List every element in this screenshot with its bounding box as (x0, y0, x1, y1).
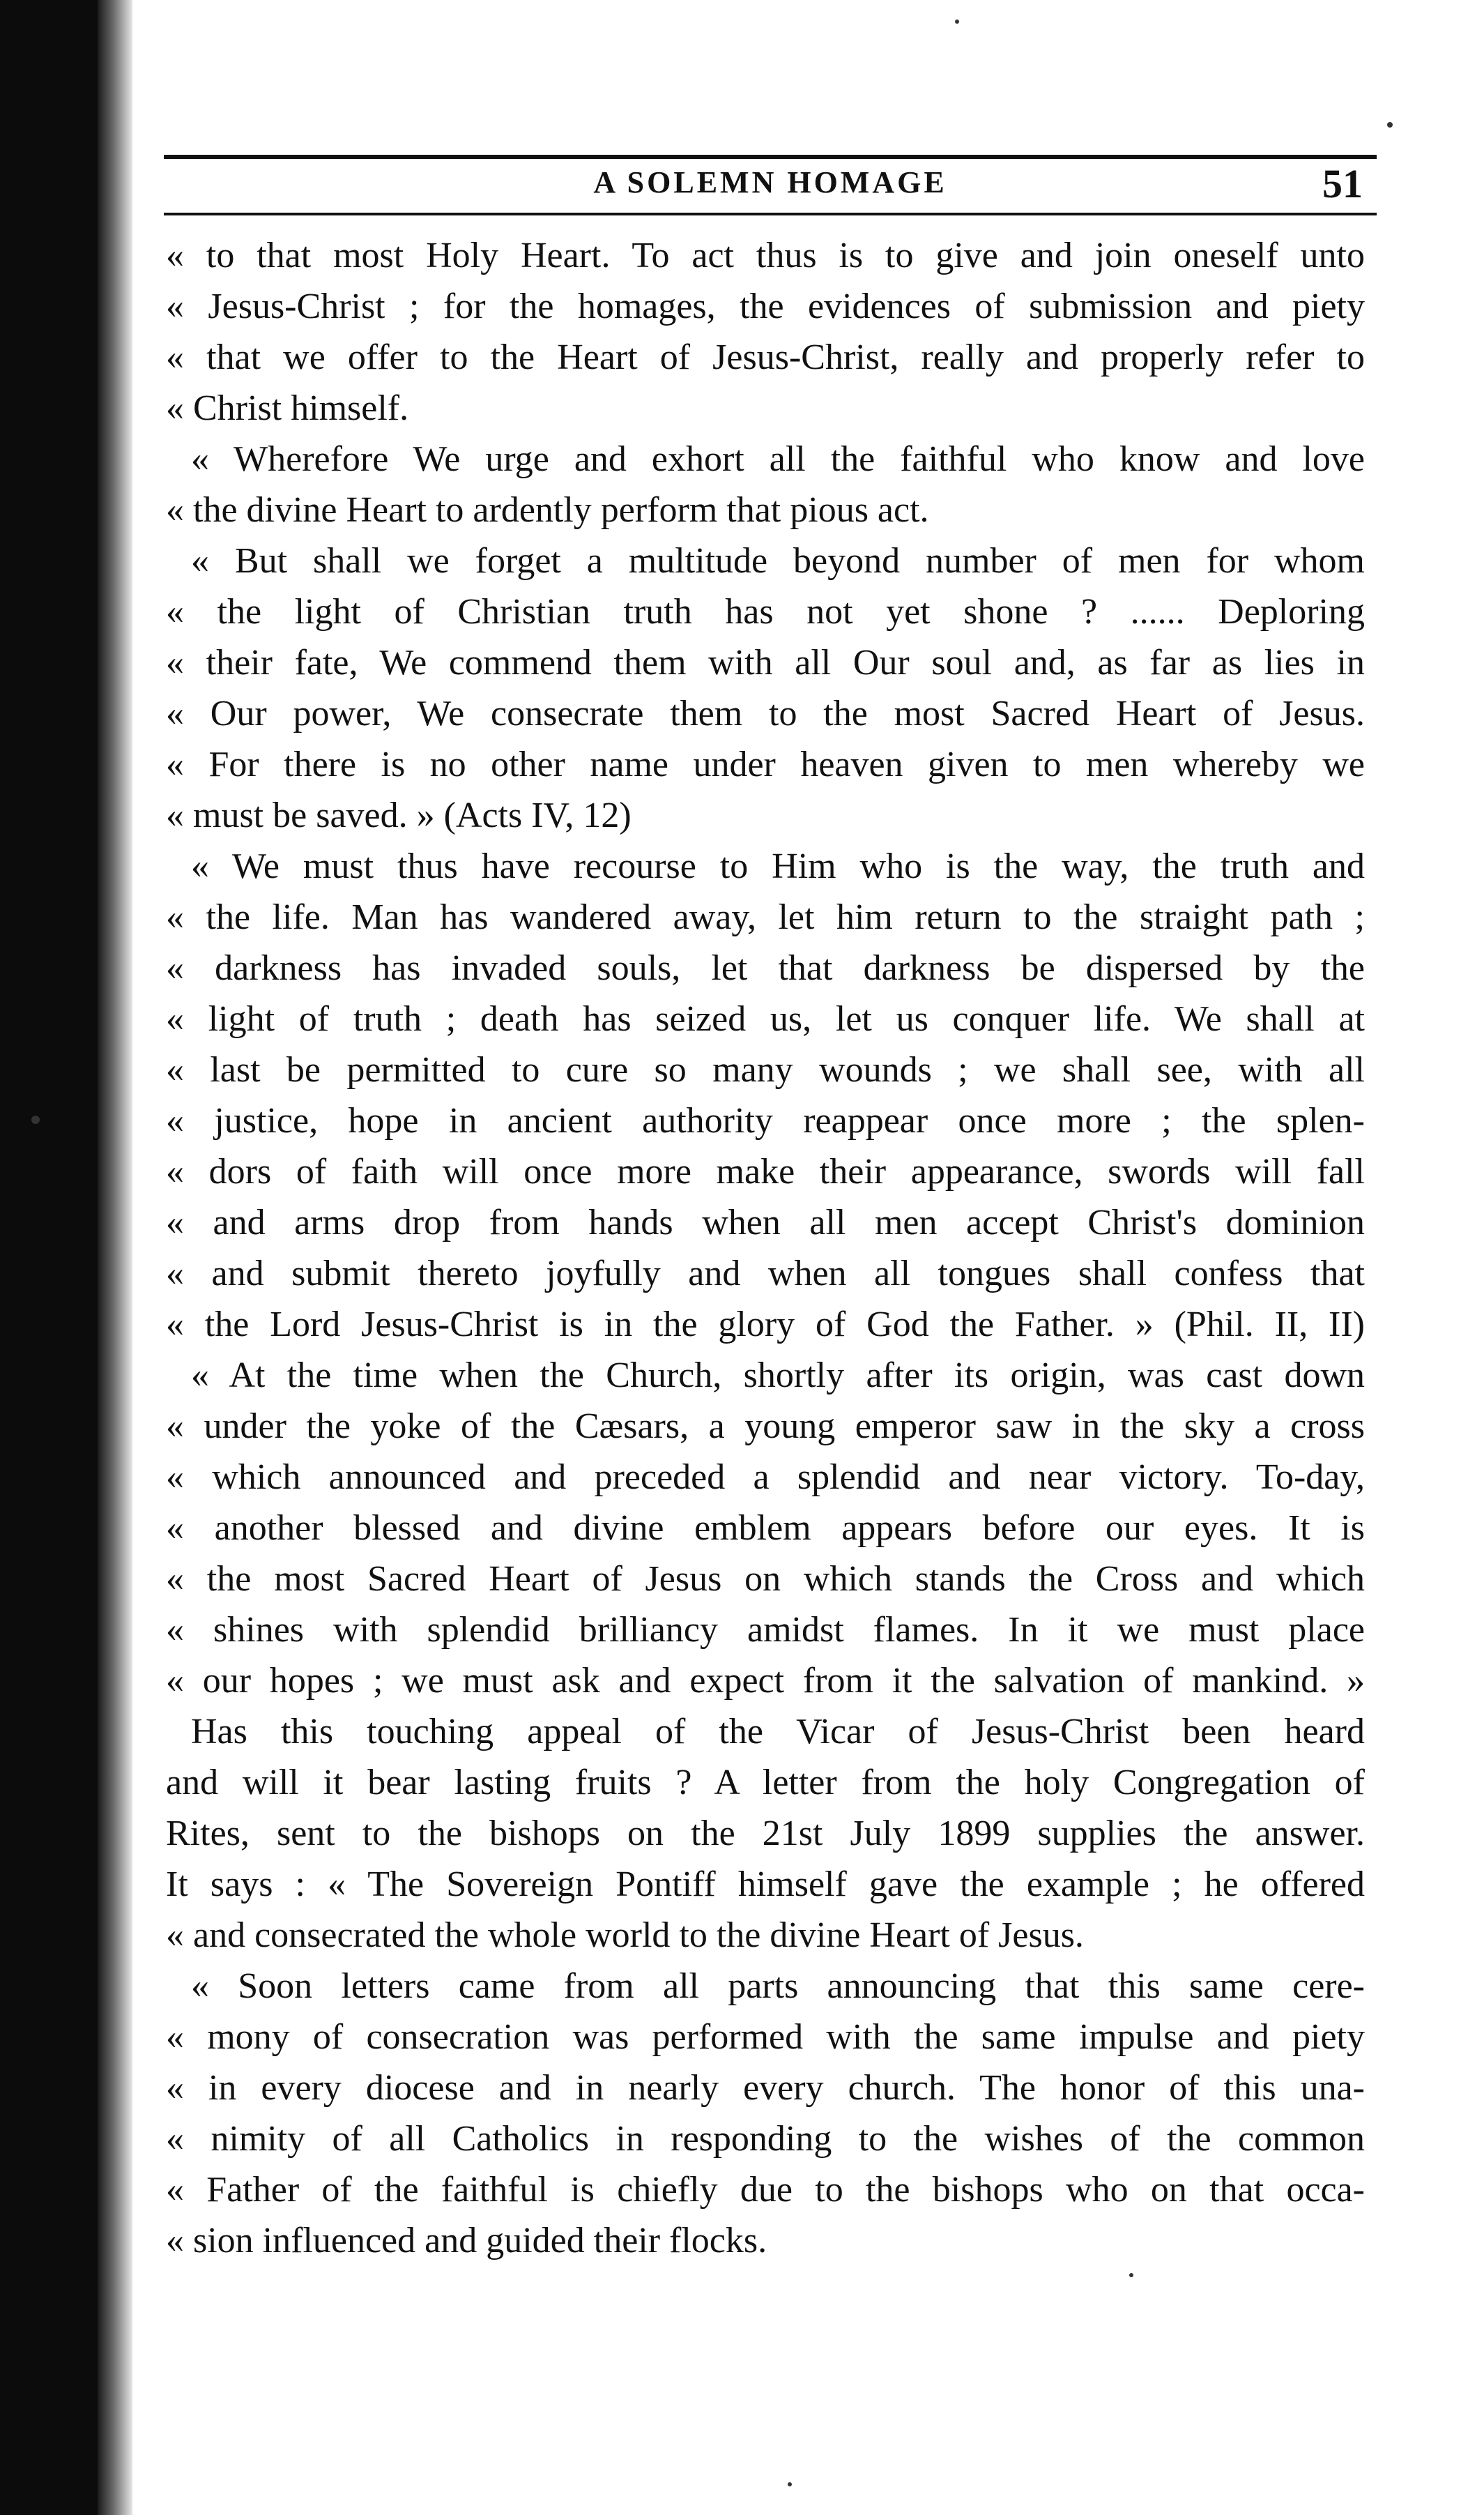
text-line: « their fate, We commend them with all Our soul and, as far as lies in (166, 643, 1365, 683)
text-line: « the divine Heart to ardently perform that pious act. (166, 490, 929, 530)
page-number: 51 (1322, 161, 1363, 206)
text-line: « another blessed and divine emblem appears before our eyes. It is (166, 1508, 1365, 1548)
running-title: A SOLEMN HOMAGE (593, 165, 947, 199)
text-line: « shines with splendid brilliancy amidst flames. In it we must place (166, 1610, 1365, 1650)
text-line: « the light of Christian truth has not yet shone ? ...... Deploring (166, 592, 1365, 632)
ink-speck (1387, 122, 1393, 128)
text-line: « sion influenced and guided their flocks. (166, 2221, 767, 2261)
ink-speck (31, 1116, 40, 1124)
text-line: « darkness has invaded souls, let that darkness be dispersed by the (166, 948, 1365, 988)
text-line: « the Lord Jesus-Christ is in the glory of God the Father. » (Phil. II, II) (166, 1305, 1365, 1344)
text-line: « mony of consecration was performed with the same impulse and piety (166, 2017, 1365, 2057)
page-text-body (166, 230, 1365, 2266)
text-line: It says : « The Sovereign Pontiff himself gave the example ; he offered (166, 1864, 1365, 1904)
text-line: « At the time when the Church, shortly after its origin, was cast down (191, 1355, 1365, 1395)
text-line: « the most Sacred Heart of Jesus on which stands the Cross and which (166, 1559, 1365, 1599)
text-line: « our hopes ; we must ask and expect from it the salvation of mankind. » (166, 1661, 1365, 1701)
text-line: « But shall we forget a multitude beyond number of men for whom (191, 541, 1365, 581)
text-line: « Christ himself. (166, 388, 409, 428)
text-line: « nimity of all Catholics in responding to the wishes of the common (166, 2119, 1365, 2159)
text-line: Rites, sent to the bishops on the 21st July 1899 supplies the answer. (166, 1814, 1365, 1853)
text-line: « Father of the faithful is chiefly due to the bishops who on that occa- (166, 2170, 1365, 2210)
ink-speck (788, 2482, 792, 2486)
text-line: « last be permitted to cure so many wounds ; we shall see, with all (166, 1050, 1365, 1090)
text-line: « must be saved. » (Acts IV, 12) (166, 796, 632, 835)
text-line: « light of truth ; death has seized us, let us conquer life. We shall at (166, 999, 1365, 1039)
page-gutter-shading (98, 0, 132, 2515)
text-line: « the life. Man has wandered away, let him return to the straight path ; (166, 897, 1365, 937)
text-line: « in every diocese and in nearly every church. The honor of this una- (166, 2068, 1365, 2108)
text-line: « Wherefore We urge and exhort all the faithful who know and love (191, 439, 1365, 479)
text-line: « Jesus-Christ ; for the homages, the evidences of submission and piety (166, 287, 1365, 326)
text-line: « Our power, We consecrate them to the most Sacred Heart of Jesus. (166, 694, 1365, 734)
text-line: « and submit thereto joyfully and when all tongues shall confess that (166, 1254, 1365, 1293)
text-line: « For there is no other name under heaven given to men whereby we (166, 745, 1365, 784)
text-line: « justice, hope in ancient authority reappear once more ; the splen- (166, 1101, 1365, 1141)
text-line: « and consecrated the whole world to the divine Heart of Jesus. (166, 1915, 1084, 1955)
text-line: « and arms drop from hands when all men accept Christ's dominion (166, 1203, 1365, 1243)
text-line: Has this touching appeal of the Vicar of Jesus-Christ been heard (191, 1712, 1365, 1752)
header-bottom-rule (164, 213, 1377, 215)
text-line: and will it bear lasting fruits ? A letter from the holy Congregation of (166, 1763, 1365, 1802)
ink-speck (955, 20, 959, 24)
book-spine-shadow (0, 0, 98, 2515)
text-line: « to that most Holy Heart. To act thus is to give and join oneself unto (166, 236, 1365, 275)
text-line: « Soon letters came from all parts announcing that this same cere- (191, 1966, 1365, 2006)
text-line: « We must thus have recourse to Him who is the way, the truth and (191, 846, 1365, 886)
text-line: « dors of faith will once more make their appearance, swords will fall (166, 1152, 1365, 1192)
text-line: « under the yoke of the Cæsars, a young emperor saw in the sky a cross (166, 1406, 1365, 1446)
text-line: « that we offer to the Heart of Jesus-Christ, really and properly refer to (166, 337, 1365, 377)
text-line: « which announced and preceded a splendid and near victory. To-day, (166, 1457, 1365, 1497)
page-header (164, 159, 1377, 215)
ink-speck (1129, 2273, 1133, 2277)
